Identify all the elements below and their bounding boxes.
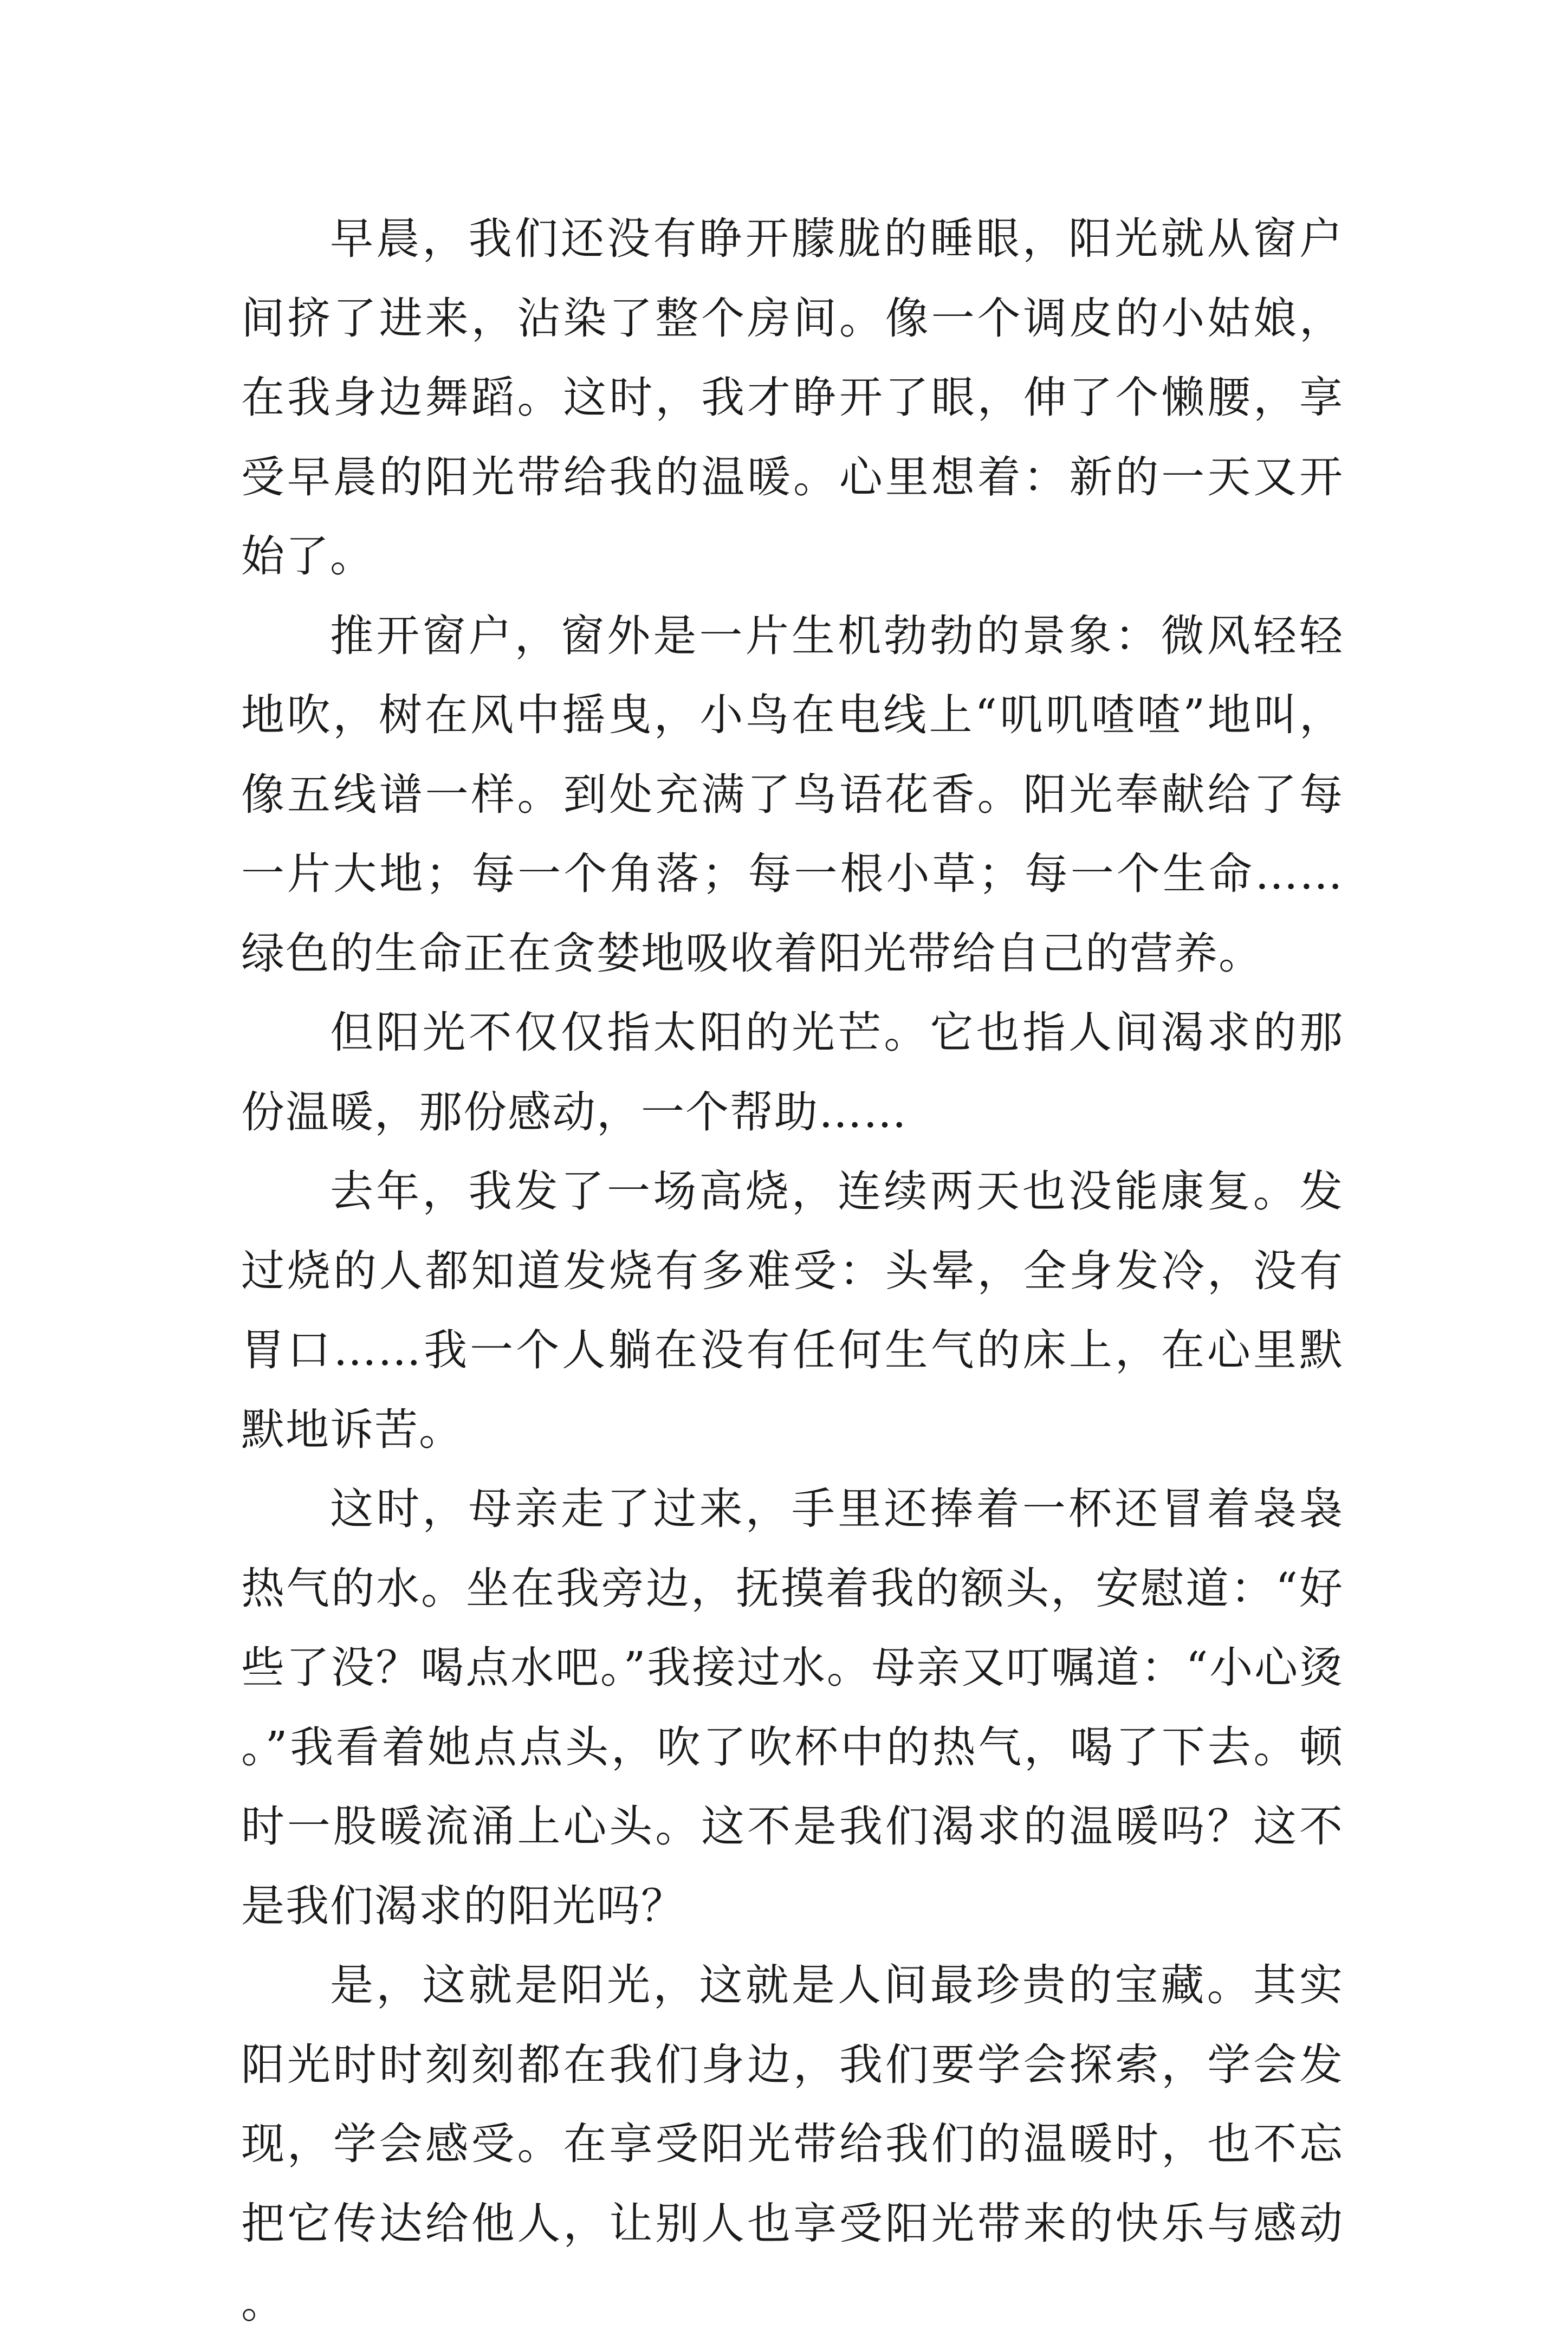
paragraph-4: 去年，我发了一场高烧，连续两天也没能康复。发过烧的人都知道发烧有多难受：头晕，全身发冷，没有胃口……我一个人躺在没有任何生气的床上，在心里默默地诉苦。 [241, 1166, 1344, 1455]
paragraph-5: 这时，母亲走了过来，手里还捧着一杯还冒着袅袅热气的水。坐在我旁边，抚摸着我的额头，安慰道：“好些了没？喝点水吧。”我接过水。母亲又叮嘱道：“小心烫。”我看着她点点头，吹了吹杯中的热气，喝了下去。顿时一股暖流涌上心头。这不是我们渴求的温暖吗？这不是我们渴求的阳光吗？ [241, 1484, 1344, 1931]
paragraph-3: 但阳光不仅仅指太阳的光芒。它也指人间渴求的那份温暖，那份感动，一个帮助…… [241, 1007, 1344, 1137]
paragraph-6: 是，这就是阳光，这就是人间最珍贵的宝藏。其实阳光时时刻刻都在我们身边，我们要学会探索，学会发现，学会感受。在享受阳光带给我们的温暖时，也不忘把它传达给他人，让别人也享受阳光带来的快乐与感动。 [241, 1960, 1344, 2328]
paragraph-1: 早晨，我们还没有睁开朦胧的睡眼，阳光就从窗户间挤了进来，沾染了整个房间。像一个调皮的小姑娘，在我身边舞蹈。这时，我才睁开了眼，伸了个懒腰，享受早晨的阳光带给我的温暖。心里想着：新的一天又开始了。 [241, 213, 1344, 581]
paragraph-2: 推开窗户，窗外是一片生机勃勃的景象：微风轻轻地吹，树在风中摇曳，小鸟在电线上“叽叽喳喳”地叫，像五线谱一样。到处充满了鸟语花香。阳光奉献给了每一片大地；每一个角落；每一根小草；每一个生命……绿色的生命正在贪婪地吸收着阳光带给自己的营养。 [241, 610, 1344, 979]
essay-body [241, 199, 1344, 2343]
